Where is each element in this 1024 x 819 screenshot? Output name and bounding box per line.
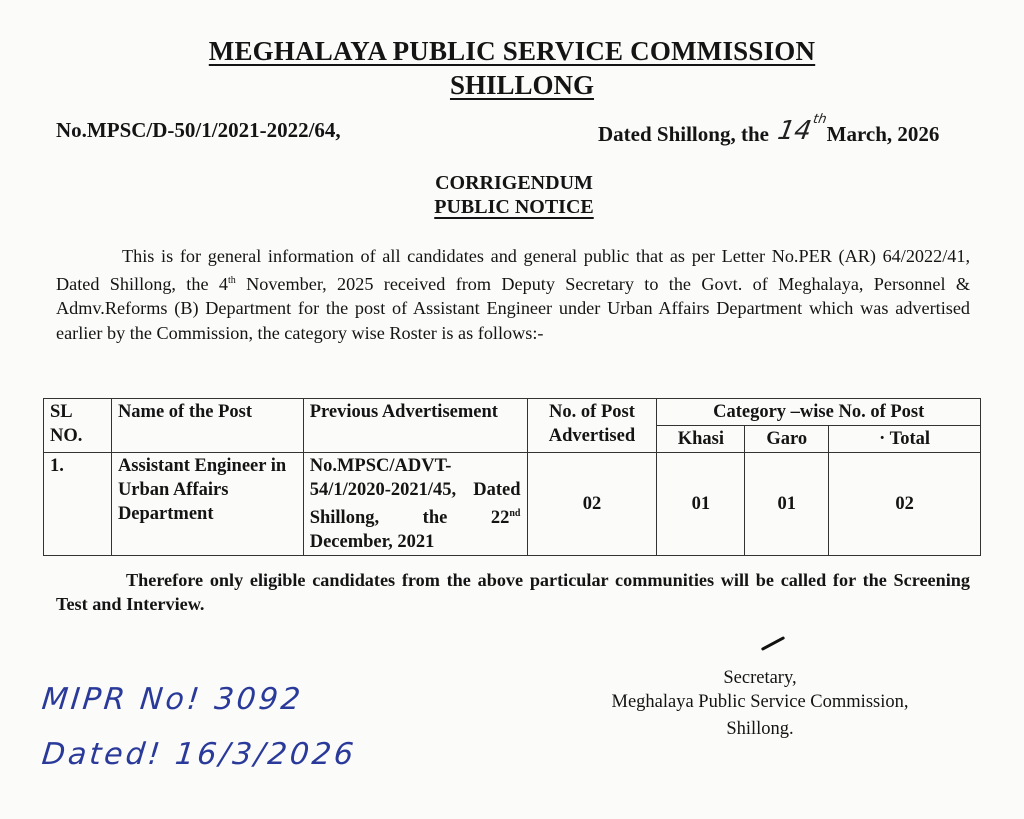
cell-total: 02 — [829, 453, 981, 556]
table-row — [44, 453, 981, 556]
header-previous-adv: Previous Advertisement — [303, 399, 527, 453]
cell-posts-advertised: 02 — [527, 453, 657, 556]
organization-title: MEGHALAYA PUBLIC SERVICE COMMISSION — [208, 36, 816, 66]
notice-paragraph: This is for general information of all candidates and general public that as per Letter No.PER (AR) 64/2022/41, Dated Shillong, the 4th November, 2025 received from Deputy Secretary to the Govt. of Meghalaya, Personnel & Admv.Reforms (B) Department for the post of Assistant Engineer under Urban Affairs Department which was advertised earlier by the Commission, the category wise Roster is as follows:- — [56, 246, 971, 343]
header-post-name: Name of the Post — [111, 399, 303, 453]
dated-suffix: March, 2026 — [826, 122, 940, 146]
handwritten-day: 14th — [775, 112, 828, 146]
cell-sl-no: 1. — [44, 453, 112, 556]
cell-garo: 01 — [745, 453, 829, 556]
roster-table — [43, 398, 981, 556]
header-garo: Garo — [745, 426, 829, 453]
dated-prefix: Dated Shillong, the — [598, 122, 769, 146]
reference-number: No.MPSC/D-50/1/2021-2022/64, — [56, 118, 341, 142]
cell-khasi: 01 — [657, 453, 745, 556]
header-posts-advertised: No. of Post Advertised — [527, 399, 657, 453]
conclusion-text: Therefore only eligible candidates from the above particular communities will be called for the Screening Test and Interview. — [56, 570, 970, 614]
header-sl-no: SL NO. — [44, 399, 112, 453]
signatory-organization: Meghalaya Public Service Commission, — [611, 692, 909, 712]
signatory-title: Secretary, — [723, 668, 797, 688]
header-khasi: Khasi — [657, 426, 745, 453]
corrigendum-heading: CORRIGENDUM — [435, 172, 593, 194]
handwritten-mipr-number: MIPR No! 3092 — [40, 682, 305, 717]
cell-previous-adv: No.MPSC/ADVT-54/1/2020-2021/45, Dated Shillong, the 22nd December, 2021 — [303, 453, 527, 556]
public-notice-heading: PUBLIC NOTICE — [434, 196, 594, 218]
header-category-wise: Category –wise No. of Post — [657, 399, 981, 426]
signature-mark — [761, 636, 785, 651]
date-line — [598, 112, 940, 148]
header-total: · Total — [829, 426, 981, 453]
cell-post-name: Assistant Engineer in Urban Affairs Department — [111, 453, 303, 556]
city-title: SHILLONG — [449, 70, 595, 100]
handwritten-mipr-date: Dated! 16/3/2026 — [40, 737, 358, 772]
table-header-row — [44, 399, 981, 426]
signatory-city: Shillong. — [726, 719, 794, 739]
